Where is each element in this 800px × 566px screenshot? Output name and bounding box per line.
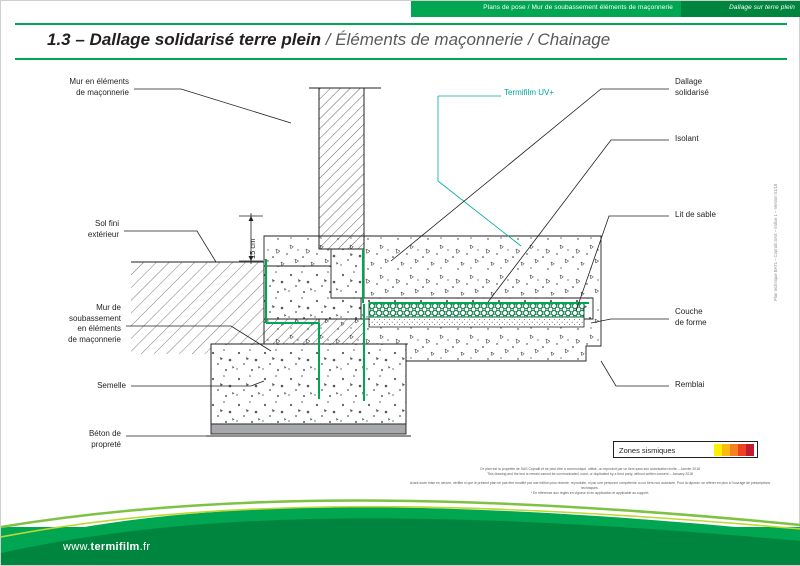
seismic-swatch-2: [722, 444, 730, 456]
label-couche-de-forme: Couche de forme: [675, 307, 707, 327]
mur-en-elements-de-maconnerie: [309, 88, 381, 249]
breadcrumb-primary: Plans de pose / Mur de soubassement éléments de maçonnerie: [483, 4, 673, 11]
footer-url-brand: termifilm: [90, 541, 140, 553]
title-rule-bottom: [15, 58, 787, 60]
seismic-swatch-4: [738, 444, 746, 456]
seismic-swatch-5: [746, 444, 754, 456]
label-remblai: Remblai: [675, 380, 705, 389]
technical-drawing: [1, 61, 800, 491]
footer: [1, 487, 800, 565]
footer-url-suffix: .fr: [139, 541, 151, 553]
legal-line-3: Avant toute mise en oeuvre, vérifier si que le présent plan ne pas être modifié par une édition plus récente, reproduite, ni par une personne compétente ou un tiers non autorisée. Pour la diposer, se référer en plus à l'ouvrage de prescriptions techniques.: [409, 480, 771, 490]
label-termifilm-uv-plus: Termifilm UV+: [504, 88, 555, 97]
breadcrumb-bar: [1, 1, 800, 17]
title-main: Dallage solidarisé terre plein: [89, 30, 322, 49]
seismic-zones-label: Zones sismiques: [619, 446, 676, 455]
title-number: 1.3 –: [47, 30, 90, 49]
semelle: [211, 344, 406, 424]
seismic-zones-swatches: [714, 444, 754, 456]
title-sub: / Éléments de maçonnerie / Chainage: [321, 30, 611, 49]
legal-line-1: Ce plan est la propriété de SAS Copralit et ne peut être à communiqué, utilisé, ou reproduit par un tiers sans son autorisation écrite – Janvier 2018: [480, 467, 700, 471]
label-sol-fini-exterieur: Sol fini extérieur: [87, 219, 119, 239]
label-dallage-solidarise: Dallage solidarisé: [675, 77, 709, 97]
label-semelle: Semelle: [97, 381, 126, 390]
exterior-soil: [131, 262, 264, 354]
label-mur-elements-maconnerie: Mur en éléments de maçonnerie: [69, 77, 129, 97]
seismic-zones-box: [613, 441, 758, 458]
footer-url-prefix: www.: [63, 541, 91, 553]
seismic-swatch-1: [714, 444, 722, 456]
label-isolant: Isolant: [675, 134, 699, 143]
label-mur-de-soubassement: Mur de soubassement en éléments de maçonnerie: [68, 303, 121, 344]
termifilm-leader-line: [438, 96, 521, 246]
beton-de-proprete: [206, 424, 411, 436]
seismic-swatch-3: [730, 444, 738, 456]
label-lit-de-sable: Lit de sable: [675, 210, 716, 219]
label-beton-de-proprete: Béton de propreté: [88, 429, 121, 449]
breadcrumb-secondary: Dallage sur terre plein: [729, 4, 795, 11]
side-revision-text: Plan technique BAT1 – Copralit SAS – Indice 1 – Version 01/18: [773, 183, 778, 301]
dimension-label: 15 cm: [248, 238, 257, 259]
title-rule-top: [15, 23, 787, 25]
legal-line-2: This drawing and the text is remain cannot be communicated, used, or duplicated by a third party, without written consent – January 2018: [487, 472, 693, 477]
page-title: [47, 30, 610, 50]
footer-url[interactable]: [63, 541, 150, 553]
legal-line-4: * En référence aux règles en vigueur et en application et applicable au support.: [530, 491, 650, 496]
